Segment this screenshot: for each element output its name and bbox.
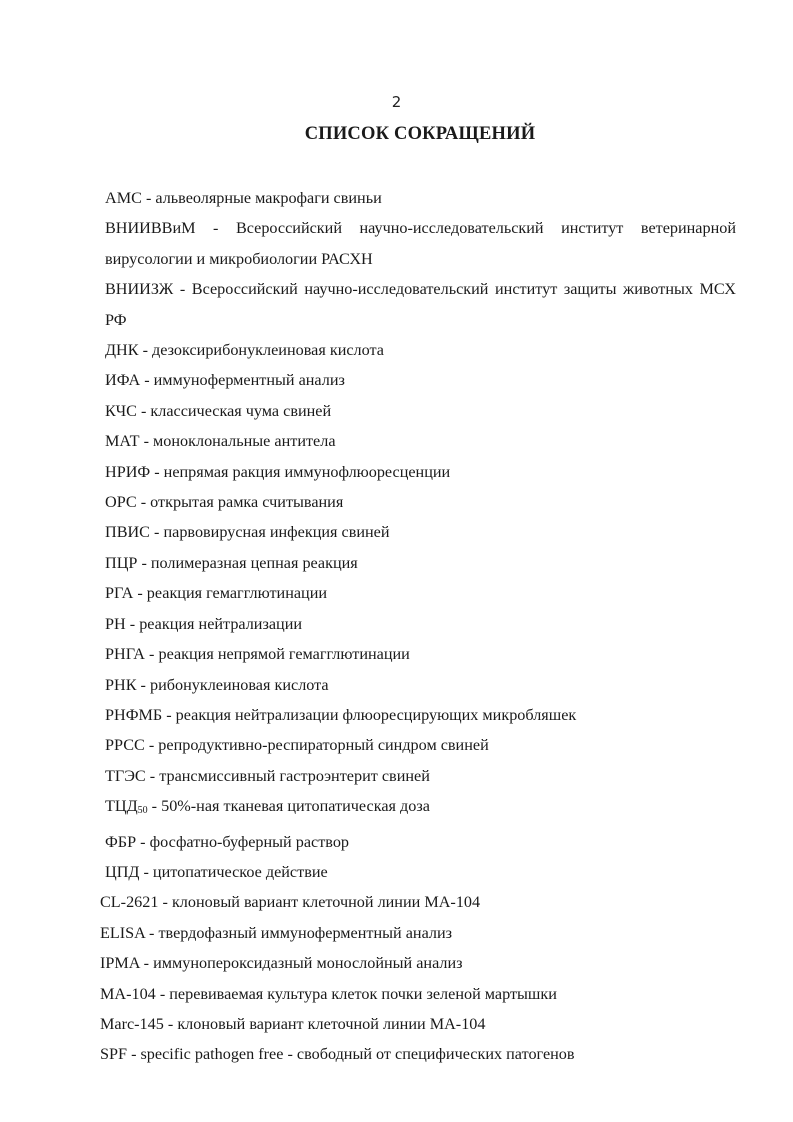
abbreviation-separator: -: [136, 401, 151, 420]
abbreviation-definition: трансмиссивный гастроэнтерит свиней: [159, 766, 430, 785]
abbreviation-definition: моноклональные антитела: [153, 432, 336, 451]
abbreviation-definition: реакция гемагглютинации: [146, 584, 328, 603]
abbreviation-code: НРИФ: [105, 462, 151, 481]
abbreviation-list: [100, 183, 736, 1070]
abbreviation-separator: -: [195, 219, 236, 238]
abbreviation-separator: -: [139, 954, 154, 973]
abbreviation-entry: [100, 700, 736, 730]
abbreviation-separator: -: [137, 553, 151, 572]
abbreviation-entry: [100, 183, 736, 213]
abbreviation-code: РНК: [105, 675, 137, 694]
abbreviation-definition: парвовирусная инфекция свиней: [163, 523, 390, 542]
abbreviation-entry: [100, 396, 736, 426]
abbreviation-entry: [100, 887, 736, 917]
abbreviation-definition: клоновый вариант клеточной линии МА-104: [171, 893, 481, 912]
abbreviation-definition: иммуноферментный анализ: [153, 371, 345, 390]
abbreviation-code: ДНК: [105, 341, 139, 360]
abbreviation-separator: -: [141, 189, 156, 207]
abbreviation-definition: альвеолярные макрофаги свиньи: [155, 189, 382, 207]
page-number: 2: [391, 93, 402, 111]
abbreviation-separator: -: [144, 736, 159, 755]
abbreviation-definition: реакция нейтрализации флюоресцирующих микробляшек: [175, 705, 577, 724]
abbreviation-separator: -: [125, 614, 140, 633]
abbreviation-definition: классическая чума свиней: [150, 401, 332, 420]
abbreviation-separator: -: [136, 675, 150, 694]
abbreviation-entry: [100, 457, 736, 487]
abbreviation-entry: [100, 274, 736, 335]
abbreviation-entry: [100, 639, 736, 669]
abbreviation-entry: [100, 791, 736, 826]
abbreviation-separator: -: [155, 984, 170, 1003]
abbreviation-separator: -: [163, 1014, 178, 1033]
abbreviation-definition: реакция непрямой гемагглютинации: [158, 645, 410, 664]
abbreviation-code: РГА: [105, 584, 134, 603]
abbreviation-definition: перевиваемая культура клеток почки зеленой мартышки: [169, 984, 557, 1003]
abbreviation-entry: [100, 365, 736, 395]
abbreviation-code: CL-2621: [100, 893, 159, 912]
abbreviation-separator: -: [162, 705, 176, 724]
abbreviation-definition: непрямая ракция иммунофлюоресценции: [163, 462, 451, 481]
abbreviation-definition: цитопатическое действие: [152, 862, 328, 881]
abbreviation-definition: Всероссийский научно-исследовательский институт ветеринарной вирусологии и микробиологии РАСХН: [105, 219, 736, 268]
abbreviation-separator: -: [127, 1045, 141, 1064]
abbreviation-entry: [100, 670, 736, 700]
abbreviation-definition: открытая рамка считывания: [150, 493, 344, 512]
abbreviation-entry: [100, 335, 736, 365]
abbreviation-entry: [100, 517, 736, 547]
abbreviation-separator: -: [145, 766, 160, 785]
abbreviation-definition: specific pathogen free - свободный от специфических патогенов: [140, 1045, 575, 1064]
abbreviation-code: РНФМБ: [105, 705, 163, 724]
abbreviation-entry: [100, 487, 736, 517]
abbreviation-separator: -: [150, 462, 164, 481]
abbreviation-entry: [100, 761, 736, 791]
abbreviation-entry: [100, 213, 736, 274]
abbreviation-entry: [100, 1039, 736, 1069]
abbreviation-separator: -: [140, 371, 154, 390]
abbreviation-separator: -: [136, 832, 150, 851]
abbreviation-definition: дезоксирибонуклеиновая кислота: [152, 341, 384, 360]
abbreviation-code: ИФА: [105, 371, 141, 390]
abbreviation-definition: 50%-ная тканевая цитопатическая доза: [161, 797, 430, 816]
abbreviation-code: Marc-145: [100, 1014, 164, 1033]
abbreviation-entry: [100, 578, 736, 608]
abbreviation-definition: Всероссийский научно-исследовательский институт защиты животных МСХ РФ: [105, 280, 736, 329]
abbreviation-entry: [100, 918, 736, 948]
abbreviation-separator: -: [158, 893, 172, 912]
abbreviation-separator: -: [139, 432, 154, 451]
abbreviation-code: ОРС: [105, 493, 137, 512]
abbreviation-entry: [100, 979, 736, 1009]
abbreviation-code: ТГЭС: [105, 766, 146, 785]
abbreviation-separator: -: [144, 923, 159, 942]
abbreviation-code: ЦПД: [105, 862, 140, 881]
abbreviation-code: ПВИС: [105, 523, 150, 542]
abbreviation-separator: -: [138, 341, 153, 360]
abbreviation-entry: [100, 426, 736, 456]
abbreviation-separator: -: [173, 280, 192, 299]
abbreviation-code: АМС: [105, 189, 142, 207]
abbreviation-separator: -: [147, 797, 162, 816]
abbreviation-separator: -: [136, 493, 151, 512]
abbreviation-definition: иммунопероксидазный монослойный анализ: [153, 954, 463, 973]
abbreviation-entry: [100, 857, 736, 887]
abbreviation-separator: -: [149, 523, 164, 542]
abbreviation-entry: [100, 827, 736, 857]
abbreviation-definition: клоновый вариант клеточной линии МА-104: [177, 1014, 486, 1033]
abbreviation-definition: фосфатно-буферный раствор: [149, 832, 350, 851]
abbreviation-definition: твердофазный иммуноферментный анализ: [158, 923, 453, 942]
abbreviation-code: ВНИИЗЖ: [105, 280, 174, 299]
abbreviation-code: КЧС: [105, 401, 137, 420]
abbreviation-code: ВНИИВВиМ: [105, 219, 196, 238]
abbreviation-subscript: 50: [137, 805, 148, 817]
abbreviation-definition: рибонуклеиновая кислота: [149, 675, 329, 694]
abbreviation-definition: полимеразная цепная реакция: [150, 553, 358, 572]
abbreviation-code: ТЦД: [105, 797, 138, 816]
abbreviation-definition: реакция нейтрализации: [139, 614, 303, 633]
abbreviation-separator: -: [133, 584, 147, 603]
abbreviation-code: МА-104: [100, 984, 156, 1003]
abbreviation-separator: -: [139, 862, 153, 881]
abbreviation-entry: [100, 548, 736, 578]
abbreviation-code: РН: [105, 614, 126, 633]
abbreviation-code: ФБР: [105, 832, 137, 851]
abbreviation-entry: [100, 609, 736, 639]
abbreviation-entry: [100, 948, 736, 978]
abbreviation-definition: репродуктивно-респираторный синдром свиней: [158, 736, 489, 755]
abbreviation-code: IPMA: [100, 954, 140, 973]
abbreviation-code: РНГА: [105, 645, 145, 664]
abbreviation-code: SPF: [100, 1045, 128, 1064]
abbreviation-separator: -: [144, 645, 159, 664]
abbreviation-entry: [100, 1009, 736, 1039]
abbreviation-code: ELISA: [100, 923, 145, 942]
abbreviation-entry: [100, 730, 736, 760]
abbreviation-code: МАТ: [105, 432, 140, 451]
page-title: СПИСОК СОКРАЩЕНИЙ: [304, 124, 536, 144]
abbreviation-code: ПЦР: [105, 553, 138, 572]
abbreviation-code: РРСС: [105, 736, 145, 755]
